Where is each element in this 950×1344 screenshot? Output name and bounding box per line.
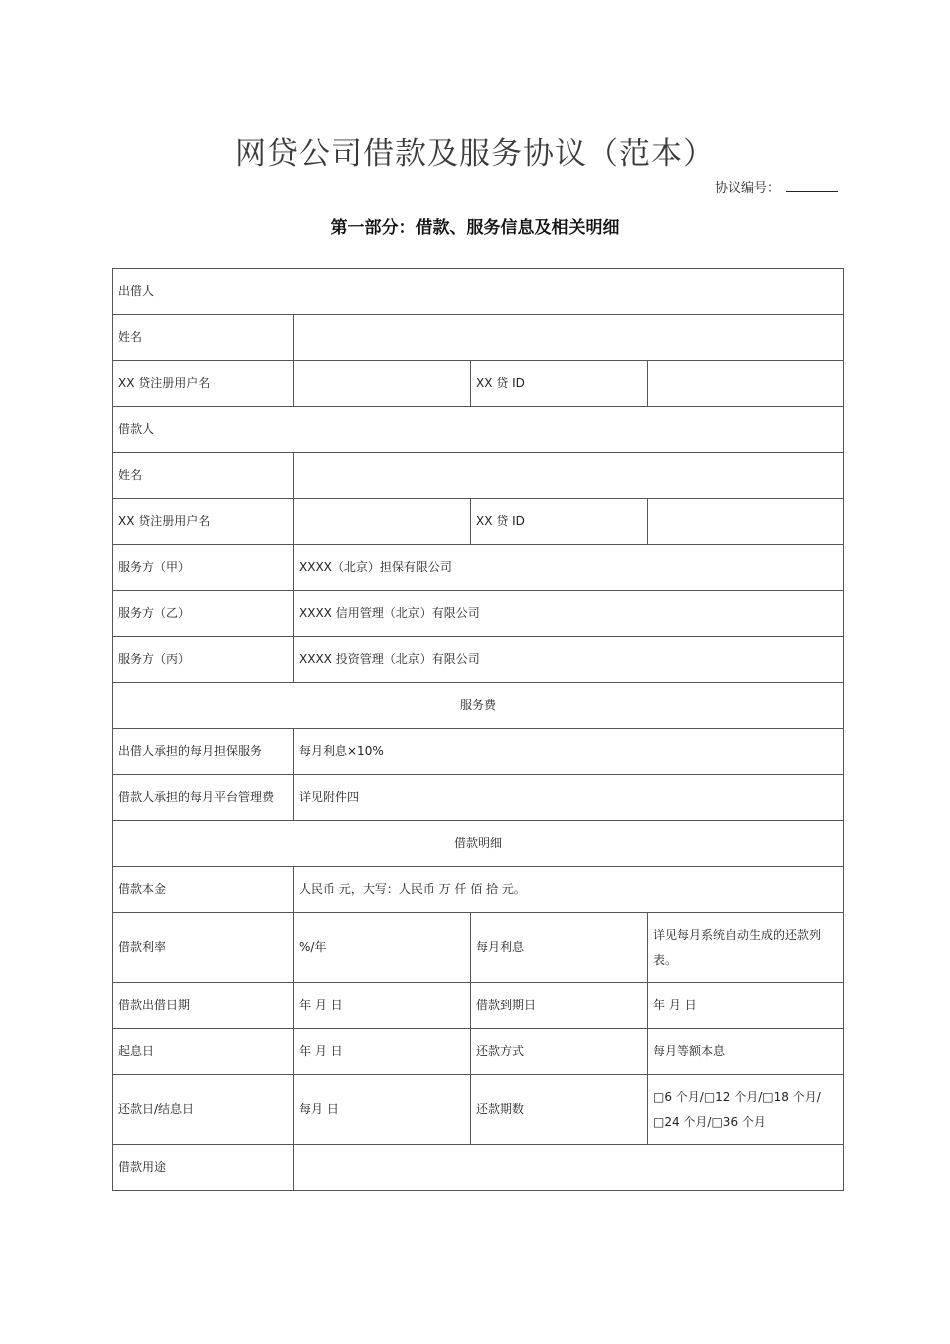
fees-header: 服务费 [113,683,844,729]
borrower-username-label: XX 贷注册用户名 [113,499,294,545]
periods-options[interactable]: □6 个月/□12 个月/□18 个月/□24 个月/□36 个月 [648,1075,844,1145]
borrower-id-field[interactable] [648,499,844,545]
principal-value[interactable]: 人民币 元，大写：人民币 万 仟 佰 拾 元。 [294,867,844,913]
service-b-row [113,591,844,637]
borrower-header-row [113,407,844,453]
monthly-interest-value: 详见每月系统自动生成的还款列表。 [648,913,844,983]
lender-fee-label: 出借人承担的每月担保服务 [113,729,294,775]
borrower-header: 借款人 [113,407,844,453]
borrower-name-field[interactable] [294,453,844,499]
due-date-label: 借款到期日 [471,983,648,1029]
borrower-name-label: 姓名 [113,453,294,499]
lender-fee-row [113,729,844,775]
due-date-value[interactable]: 年 月 日 [648,983,844,1029]
repay-day-value[interactable]: 每月 日 [294,1075,471,1145]
start-date-value[interactable]: 年 月 日 [294,983,471,1029]
interest-start-label: 起息日 [113,1029,294,1075]
agreement-number-blank[interactable] [786,179,838,192]
repay-method-label: 还款方式 [471,1029,648,1075]
rate-value[interactable]: %/年 [294,913,471,983]
start-date-label: 借款出借日期 [113,983,294,1029]
agreement-number-label: 协议编号： [714,181,780,196]
rate-label: 借款利率 [113,913,294,983]
lender-username-label: XX 贷注册用户名 [113,361,294,407]
lender-id-field[interactable] [648,361,844,407]
borrower-fee-label: 借款人承担的每月平台管理费 [113,775,294,821]
service-a-label: 服务方（甲） [113,545,294,591]
service-b-value: XXXX 信用管理（北京）有限公司 [294,591,844,637]
borrower-name-row [113,453,844,499]
lender-name-label: 姓名 [113,315,294,361]
service-c-value: XXXX 投资管理（北京）有限公司 [294,637,844,683]
agreement-number [715,177,838,196]
service-a-row [113,545,844,591]
interest-start-value[interactable]: 年 月 日 [294,1029,471,1075]
borrower-id-label: XX 贷 ID [471,499,648,545]
borrower-fee-value: 详见附件四 [294,775,844,821]
lender-fee-value: 每月利息×10% [294,729,844,775]
loan-header: 借款明细 [113,821,844,867]
section-title: 第一部分：借款、服务信息及相关明细 [330,218,620,238]
borrower-username-field[interactable] [294,499,471,545]
purpose-field[interactable] [294,1145,844,1191]
service-a-value: XXXX（北京）担保有限公司 [294,545,844,591]
fees-header-row [113,683,844,729]
lender-name-row [113,315,844,361]
monthly-interest-label: 每月利息 [471,913,648,983]
purpose-row [113,1145,844,1191]
document-title: 网贷公司借款及服务协议（范本） [235,136,715,172]
loan-detail-table [112,268,844,1191]
lender-header: 出借人 [113,269,844,315]
repay-day-label: 还款日/结息日 [113,1075,294,1145]
lender-header-row [113,269,844,315]
borrower-fee-row [113,775,844,821]
service-c-row [113,637,844,683]
service-c-label: 服务方（丙） [113,637,294,683]
lender-name-field[interactable] [294,315,844,361]
principal-row [113,867,844,913]
lender-id-label: XX 贷 ID [471,361,648,407]
lender-username-field[interactable] [294,361,471,407]
repay-method-value: 每月等额本息 [648,1029,844,1075]
principal-label: 借款本金 [113,867,294,913]
lender-account-row [113,361,844,407]
loan-header-row [113,821,844,867]
loan-dates-row [113,983,844,1029]
service-b-label: 服务方（乙） [113,591,294,637]
repay-day-row [113,1075,844,1145]
purpose-label: 借款用途 [113,1145,294,1191]
interest-start-row [113,1029,844,1075]
periods-label: 还款期数 [471,1075,648,1145]
borrower-account-row [113,499,844,545]
rate-row [113,913,844,983]
